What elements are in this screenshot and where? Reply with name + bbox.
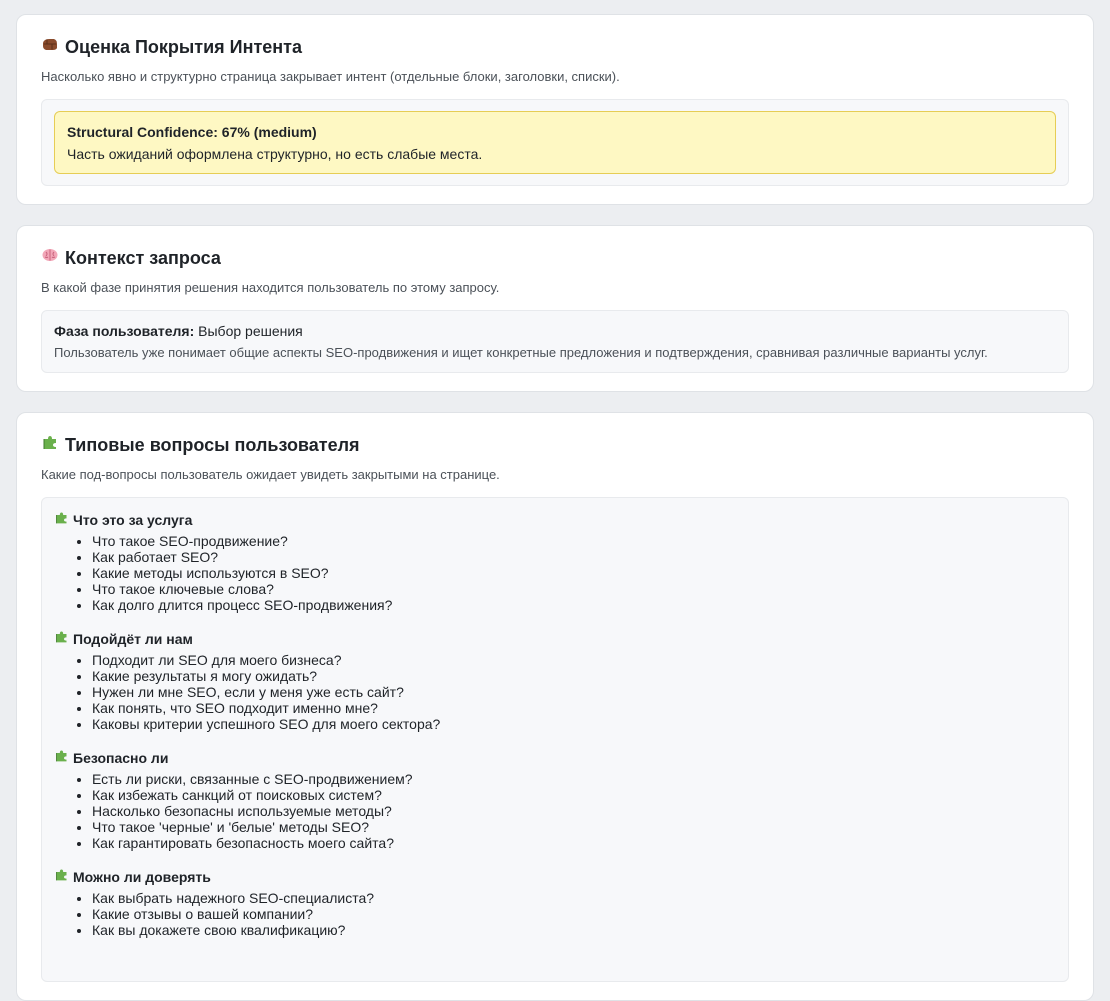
questions-box (41, 497, 1069, 982)
question-item: • Нужен ли мне SEO, если у меня уже есть сайт? (92, 684, 1056, 700)
puzzle-icon (41, 433, 59, 456)
context-description: В какой фазе принятия решения находится пользователь по этому запросу. (41, 280, 500, 295)
question-group-title (54, 510, 1056, 529)
question-item: • Как гарантировать безопасность моего сайта? (92, 835, 1056, 851)
puzzle-icon (54, 629, 69, 648)
question-item: • Какие результаты я могу ожидать? (92, 668, 1056, 684)
phase-description: Пользователь уже понимает общие аспекты SEO-продвижения и ищет конкретные предложения и подтверждения, сравнивая различные варианты услуг. (54, 345, 988, 360)
coverage-title (41, 35, 1069, 58)
question-item: • Каковы критерии успешного SEO для моего сектора? (92, 716, 1056, 732)
question-group-title-text: Что это за услуга (73, 511, 193, 528)
context-title (41, 246, 1069, 269)
question-item: • Как избежать санкций от поисковых систем? (92, 787, 1056, 803)
question-item: • Какие отзывы о вашей компании? (92, 906, 1056, 922)
puzzle-icon (54, 748, 69, 767)
question-list (54, 652, 1056, 732)
question-item: • Какие методы используются в SEO? (92, 565, 1056, 581)
context-title-text: Контекст запроса (65, 247, 221, 268)
question-group-title-text: Подойдёт ли нам (73, 630, 193, 647)
coverage-description: Насколько явно и структурно страница закрывает интент (отдельные блоки, заголовки, списки). (41, 69, 620, 84)
context-card (16, 225, 1094, 392)
question-item: • Как выбрать надежного SEO-специалиста? (92, 890, 1056, 906)
questions-card (16, 412, 1094, 1001)
phase-value: Выбор решения (198, 323, 303, 339)
puzzle-icon (54, 510, 69, 529)
question-group (54, 510, 1056, 613)
question-item: • Как понять, что SEO подходит именно мне? (92, 700, 1056, 716)
coverage-box (41, 99, 1069, 186)
question-item: • Насколько безопасны используемые методы? (92, 803, 1056, 819)
confidence-title: Structural Confidence: 67% (medium) (67, 124, 317, 140)
confidence-text: Часть ожиданий оформлена структурно, но есть слабые места. (67, 146, 483, 162)
question-item: • Что такое ключевые слова? (92, 581, 1056, 597)
question-item: • Как вы докажете свою квалификацию? (92, 922, 1056, 938)
question-group-title (54, 748, 1056, 767)
puzzle-icon (54, 867, 69, 886)
question-list (54, 533, 1056, 613)
coverage-title-text: Оценка Покрытия Интента (65, 36, 302, 57)
confidence-alert (54, 111, 1056, 174)
question-group (54, 867, 1056, 938)
brain-icon (41, 246, 59, 269)
question-group-title-text: Можно ли доверять (73, 868, 211, 885)
question-item: • Как работает SEO? (92, 549, 1056, 565)
question-group-title (54, 867, 1056, 886)
question-item: • Есть ли риски, связанные с SEO-продвижением? (92, 771, 1056, 787)
question-item: • Подходит ли SEO для моего бизнеса? (92, 652, 1056, 668)
question-group-title-text: Безопасно ли (73, 749, 169, 766)
questions-title-text: Типовые вопросы пользователя (65, 434, 360, 455)
question-list (54, 771, 1056, 851)
phase-line (54, 322, 1056, 340)
question-group-title (54, 629, 1056, 648)
coverage-card (16, 14, 1094, 205)
questions-description: Какие под-вопросы пользователь ожидает увидеть закрытыми на странице. (41, 467, 500, 482)
question-group (54, 748, 1056, 851)
phase-label: Фаза пользователя: (54, 323, 195, 339)
question-item: • Что такое SEO-продвижение? (92, 533, 1056, 549)
phase-box (41, 310, 1069, 373)
question-item: • Что такое 'черные' и 'белые' методы SEO? (92, 819, 1056, 835)
question-item: • Как долго длится процесс SEO-продвижения? (92, 597, 1056, 613)
questions-title (41, 433, 1069, 456)
question-list (54, 890, 1056, 938)
brick-icon (41, 35, 59, 58)
question-group (54, 629, 1056, 732)
